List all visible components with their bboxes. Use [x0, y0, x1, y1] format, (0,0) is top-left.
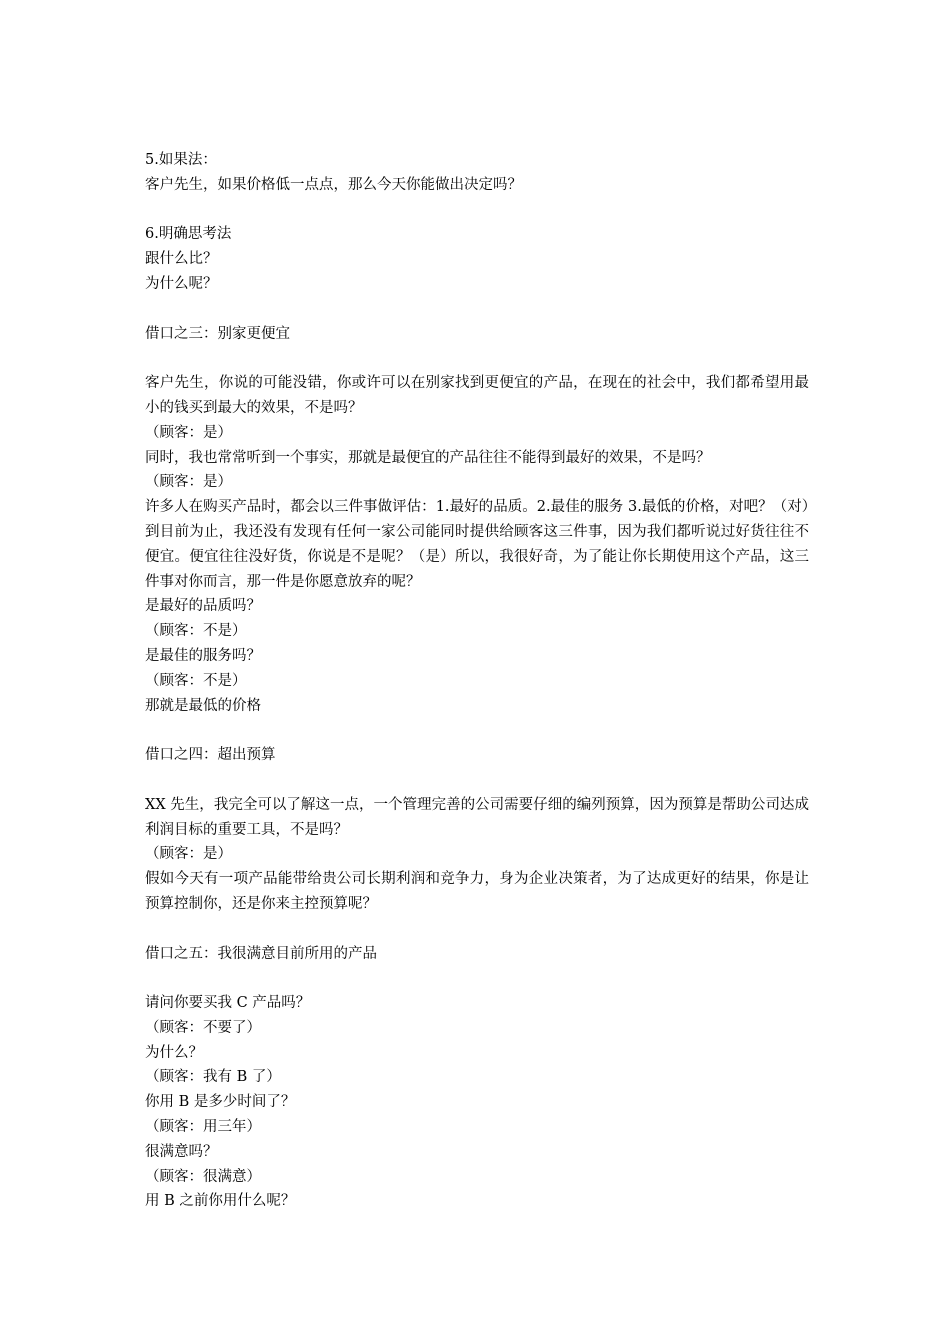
excuse-5-question-4: 很满意吗？ [145, 1143, 218, 1160]
customer-reply: （顾客：我有 B 了） [145, 1069, 281, 1086]
excuse-3-question-1: 是最好的品质吗？ [145, 598, 261, 615]
spacer [145, 917, 809, 942]
section-5-text: 客户先生，如果价格低一点点，那么今天你能做出决定吗？ [145, 176, 522, 193]
section-5-heading: 5.如果法： [145, 152, 217, 168]
excuse-3-paragraph-1: 客户先生，你说的可能没错，你或许可以在别家找到更便宜的产品，在现在的社会中，我们都希望用最小的钱买到最大的效果，不是吗？ [145, 375, 809, 416]
excuse-5-question-1: 请问你要买我 C 产品吗？ [145, 995, 311, 1012]
document-page [145, 148, 809, 1214]
customer-reply: （顾客：不是） [145, 623, 247, 640]
customer-reply: （顾客：是） [145, 424, 232, 441]
spacer [145, 966, 809, 991]
excuse-5-heading: 借口之五：我很满意目前所用的产品 [145, 945, 377, 962]
excuse-3-heading: 借口之三：别家更便宜 [145, 325, 290, 342]
customer-reply: （顾客：是） [145, 474, 232, 491]
excuse-3-paragraph-3: 许多人在购买产品时，都会以三件事做评估：1.最好的品质。2.最佳的服务 3.最低的价格，对吧？（对）到目前为止，我还没有发现有任何一家公司能同时提供给顾客这三件事，因为我们都听说过好货往往不便宜。便宜往往没好货，你说是不是呢？（是）所以，我很好奇，为了能让你长期使用这个产品，这三件事对你而言，那一件是你愿意放弃的呢？ [145, 499, 809, 590]
excuse-4-paragraph-1: XX 先生，我完全可以了解这一点，一个管理完善的公司需要仔细的编列预算，因为预算是帮助公司达成利润目标的重要工具，不是吗？ [145, 796, 809, 838]
customer-reply: （顾客：很满意） [145, 1168, 261, 1185]
spacer [145, 198, 809, 223]
customer-reply: （顾客：用三年） [145, 1119, 261, 1136]
section-6-text-2: 为什么呢？ [145, 275, 218, 292]
spacer [145, 297, 809, 322]
excuse-4-heading: 借口之四：超出预算 [145, 747, 276, 764]
excuse-3-question-2: 是最佳的服务吗？ [145, 647, 261, 664]
excuse-3-paragraph-2: 同时，我也常常听到一个事实，那就是最便宜的产品往往不能得到最好的效果，不是吗？ [145, 449, 711, 466]
customer-reply: （顾客：不要了） [145, 1019, 261, 1036]
spacer [145, 718, 809, 743]
customer-reply: （顾客：不是） [145, 672, 247, 689]
excuse-3-conclusion: 那就是最低的价格 [145, 697, 261, 714]
customer-reply: （顾客：是） [145, 846, 232, 863]
excuse-4-paragraph-2: 假如今天有一项产品能带给贵公司长期利润和竞争力，身为企业决策者，为了达成更好的结果，你是让预算控制你，还是你来主控预算呢？ [145, 871, 809, 912]
section-6-text-1: 跟什么比？ [145, 251, 218, 268]
excuse-5-question-2: 为什么？ [145, 1044, 203, 1061]
excuse-5-question-5: 用 B 之前你用什么呢？ [145, 1193, 296, 1210]
spacer [145, 768, 809, 793]
excuse-5-question-3: 你用 B 是多少时间了？ [145, 1094, 296, 1111]
spacer [145, 346, 809, 371]
section-6-heading: 6.明确思考法 [145, 226, 232, 243]
